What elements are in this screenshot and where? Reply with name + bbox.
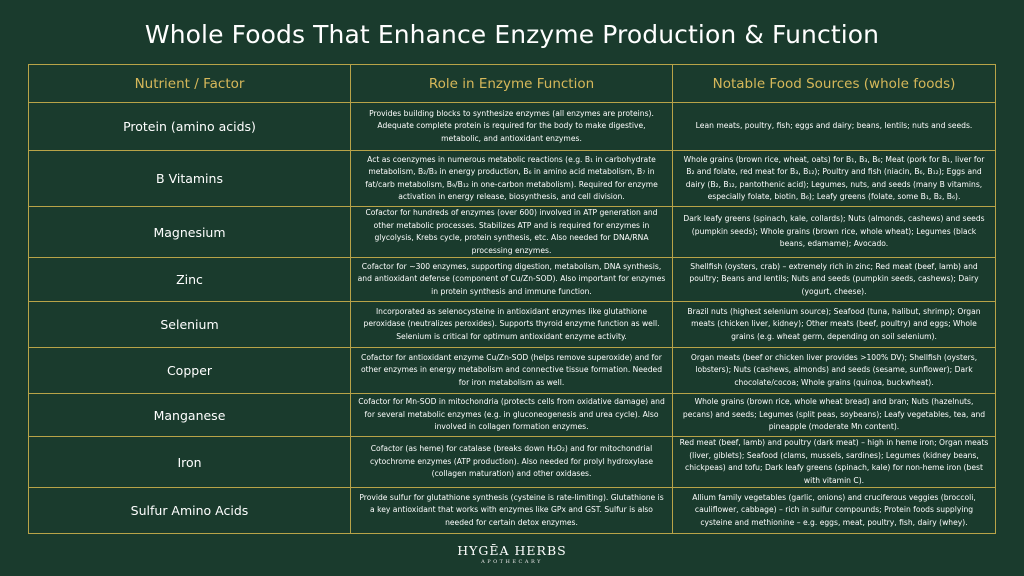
brand-tagline: APOTHECARY xyxy=(481,559,543,565)
nutrient-cell: Magnesium xyxy=(29,207,351,258)
header-role: Role in Enzyme Function xyxy=(351,65,673,103)
sources-cell: Allium family vegetables (garlic, onions) and cruciferous veggies (broccoli, cauliflower, cabbage) – rich in sulfur compounds; Protein foods supplying cysteine and methionine – e.g. eggs, meat, poultry, fish, dairy (whey). xyxy=(673,488,996,534)
table-row xyxy=(29,207,996,258)
role-cell: Incorporated as selenocysteine in antioxidant enzymes like glutathione peroxidase (neutralizes peroxides). Supports thyroid enzyme function as well. Selenium is critical for optimum antioxidant enzyme activity. xyxy=(351,302,673,348)
nutrient-cell: Manganese xyxy=(29,394,351,437)
nutrient-cell: Selenium xyxy=(29,302,351,348)
header-sources: Notable Food Sources (whole foods) xyxy=(673,65,996,103)
role-cell: Cofactor for ~300 enzymes, supporting digestion, metabolism, DNA synthesis, and antioxidant defense (component of Cu/Zn-SOD). Also important for enzymes in protein synthesis and immune function. xyxy=(351,258,673,302)
nutrient-cell: Iron xyxy=(29,437,351,488)
table-row xyxy=(29,488,996,534)
role-cell: Act as coenzymes in numerous metabolic reactions (e.g. B₁ in carbohydrate metabolism, B₂/B₃ in energy production, B₆ in amino acid metabolism, B₇ in fat/carb metabolism, B₉/B₁₂ in one-carbon metabolism). Required for enzyme activation in energy release, biosynthesis, and cell division. xyxy=(351,151,673,207)
sources-cell: Brazil nuts (highest selenium source); Seafood (tuna, halibut, shrimp); Organ meats (chicken liver, kidney); Other meats (beef, poultry) and eggs; Whole grains (e.g. wheat germ, depending on soil selenium). xyxy=(673,302,996,348)
sources-cell: Whole grains (brown rice, whole wheat bread) and bran; Nuts (hazelnuts, pecans) and seeds; Legumes (split peas, soybeans); Leafy vegetables, tea, and pineapple (moderate Mn content). xyxy=(673,394,996,437)
role-cell: Cofactor for Mn-SOD in mitochondria (protects cells from oxidative damage) and for several metabolic enzymes (e.g. in gluconeogenesis and urea cycle). Also involved in collagen formation enzymes. xyxy=(351,394,673,437)
nutrient-cell: B Vitamins xyxy=(29,151,351,207)
nutrient-cell: Zinc xyxy=(29,258,351,302)
table-row xyxy=(29,103,996,151)
sources-cell: Shellfish (oysters, crab) – extremely rich in zinc; Red meat (beef, lamb) and poultry; Beans and lentils; Nuts and seeds (pumpkin seeds, cashews); Dairy (yogurt, cheese). xyxy=(673,258,996,302)
enzyme-nutrient-table xyxy=(28,64,996,534)
sources-cell: Organ meats (beef or chicken liver provides >100% DV); Shellfish (oysters, lobsters); Nuts (cashews, almonds) and seeds (sesame, sunflower); Dark chocolate/cocoa; Whole grains (quinoa, buckwheat). xyxy=(673,348,996,394)
role-cell: Cofactor for antioxidant enzyme Cu/Zn-SOD (helps remove superoxide) and for other enzymes in energy metabolism and connective tissue formation. Needed for iron metabolism as well. xyxy=(351,348,673,394)
sources-cell: Lean meats, poultry, fish; eggs and dairy; beans, lentils; nuts and seeds. xyxy=(673,103,996,151)
sources-cell: Red meat (beef, lamb) and poultry (dark meat) – high in heme iron; Organ meats (liver, giblets); Seafood (clams, mussels, sardines); Legumes (kidney beans, chickpeas) and tofu; Dark leafy greens (spinach, kale) for non-heme iron (best with vitamin C). xyxy=(673,437,996,488)
table-header-row xyxy=(29,65,996,103)
table-row xyxy=(29,348,996,394)
role-cell: Cofactor for hundreds of enzymes (over 600) involved in ATP generation and other metabolic processes. Stabilizes ATP and is required for enzymes in glycolysis, Krebs cycle, protein synthesis, etc. Also needed for DNA/RNA processing enzymes. xyxy=(351,207,673,258)
brand-logo: HYGĒA HERBS xyxy=(457,543,567,558)
table-row xyxy=(29,151,996,207)
sources-cell: Dark leafy greens (spinach, kale, collards); Nuts (almonds, cashews) and seeds (pumpkin seeds); Whole grains (brown rice, whole wheat); Legumes (black beans, edamame); Avocado. xyxy=(673,207,996,258)
nutrient-cell: Protein (amino acids) xyxy=(29,103,351,151)
nutrient-cell: Sulfur Amino Acids xyxy=(29,488,351,534)
table-row xyxy=(29,258,996,302)
role-cell: Provide sulfur for glutathione synthesis (cysteine is rate-limiting). Glutathione is a key antioxidant that works with enzymes like GPx and GST. Sulfur is also needed for certain detox enzymes. xyxy=(351,488,673,534)
table-row xyxy=(29,302,996,348)
role-cell: Cofactor (as heme) for catalase (breaks down H₂O₂) and for mitochondrial cytochrome enzymes (ATP production). Also needed for prolyl hydroxylase (collagen maturation) and other oxidases. xyxy=(351,437,673,488)
header-nutrient: Nutrient / Factor xyxy=(29,65,351,103)
page-title: Whole Foods That Enhance Enzyme Production & Function xyxy=(144,20,880,49)
table-row xyxy=(29,394,996,437)
table-row xyxy=(29,437,996,488)
nutrient-cell: Copper xyxy=(29,348,351,394)
sources-cell: Whole grains (brown rice, wheat, oats) for B₁, B₃, B₆; Meat (pork for B₁, liver for B₂ and folate, red meat for B₃, B₁₂); Poultry and fish (niacin, B₆, B₁₂); Eggs and dairy (B₂, B₁₂, pantothenic acid); Legumes, nuts, and seeds (many B vitamins, especially folate, biotin, B₆); Leafy greens (folate, some B₁, B₂, B₆). xyxy=(673,151,996,207)
role-cell: Provides building blocks to synthesize enzymes (all enzymes are proteins). Adequate complete protein is required for the body to make digestive, metabolic, and antioxidant enzymes. xyxy=(351,103,673,151)
